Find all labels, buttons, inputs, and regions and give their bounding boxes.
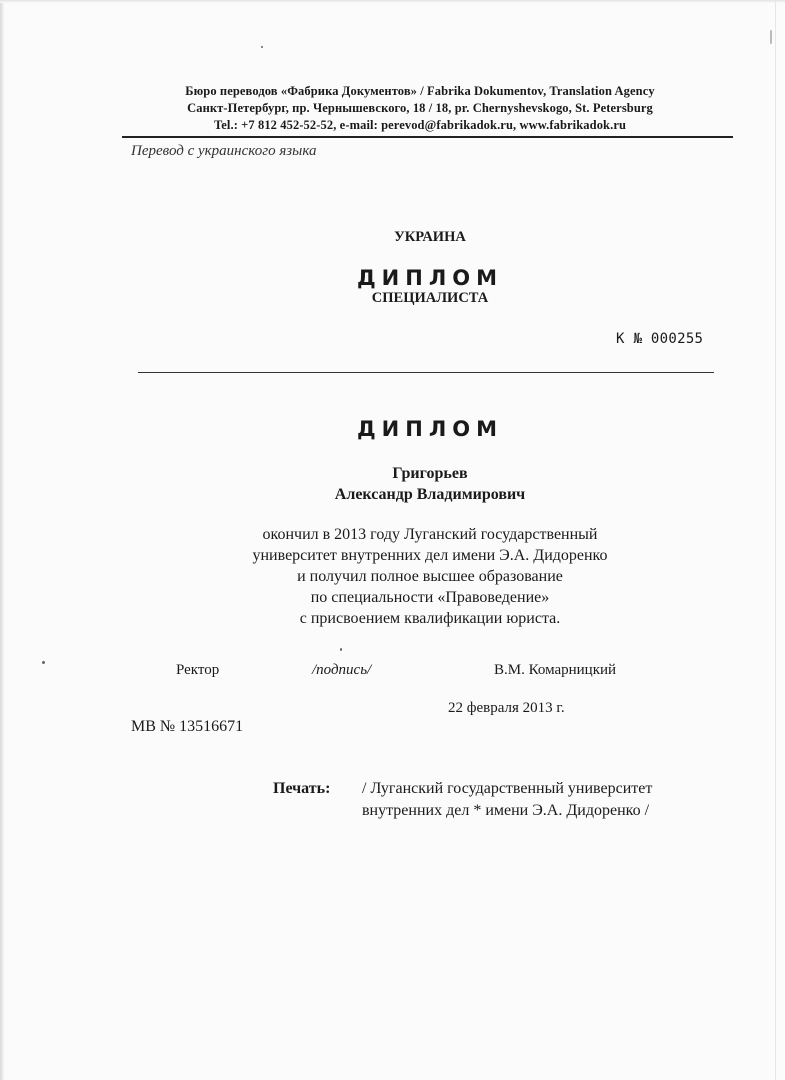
rector-label: Ректор [176,662,220,678]
agency-name: Бюро переводов «Фабрика Документов» / Fabrika Dokumentov, Translation Agency [185,84,655,98]
diploma-title: ДИПЛОМ [356,417,504,441]
agency-contacts: Tel.: +7 812 452-52-52, e-mail: perevod@fabrikadok.ru, www.fabrikadok.ru [213,118,627,132]
page-fold-line [775,0,776,1080]
diploma-text-line: с присвоением квалификации юриста. [299,610,561,627]
scan-speck [42,661,45,664]
diploma-text-line: по специальности «Правоведение» [310,589,550,606]
scan-speck [770,30,772,44]
translation-note: Перевод с украинского языка [131,143,317,159]
diploma-text-line: и получил полное высшее образование [297,568,563,585]
registration-number: МВ № 13516671 [131,718,244,735]
scan-speck [340,648,342,651]
signature-note: /подпись/ [312,662,372,678]
seal-text-line: / Луганский государственный университет [362,780,653,797]
agency-address: Санкт-Петербург, пр. Чернышевского, 18 / 18, pr. Chernyshevskogo, St. Petersburg [187,101,653,115]
seal-text-line: внутренних дел * имени Э.А. Дидоренко / [362,802,650,819]
page-edge-left [0,0,4,1080]
cover-diploma-subtitle: СПЕЦИАЛИСТА [371,290,489,306]
seal-label: Печать: [273,780,331,797]
scan-speck [261,46,263,48]
diploma-text-line: университет внутренних дел имени Э.А. Дидоренко [252,547,608,564]
section-divider [138,372,714,373]
rector-name: В.М. Комарницкий [494,662,617,678]
country-heading: УКРАИНА [394,229,466,245]
cover-diploma-title: ДИПЛОМ [356,266,504,290]
page-edge-top [0,0,785,3]
graduate-given-names: Александр Владимирович [334,486,526,503]
issue-date: 22 февраля 2013 г. [448,700,565,716]
diploma-serial-number: К № 000255 [616,331,704,347]
graduate-surname: Григорьев [392,465,468,482]
diploma-text-line: окончил в 2013 году Луганский государственный [262,526,598,543]
header-divider [122,136,733,138]
